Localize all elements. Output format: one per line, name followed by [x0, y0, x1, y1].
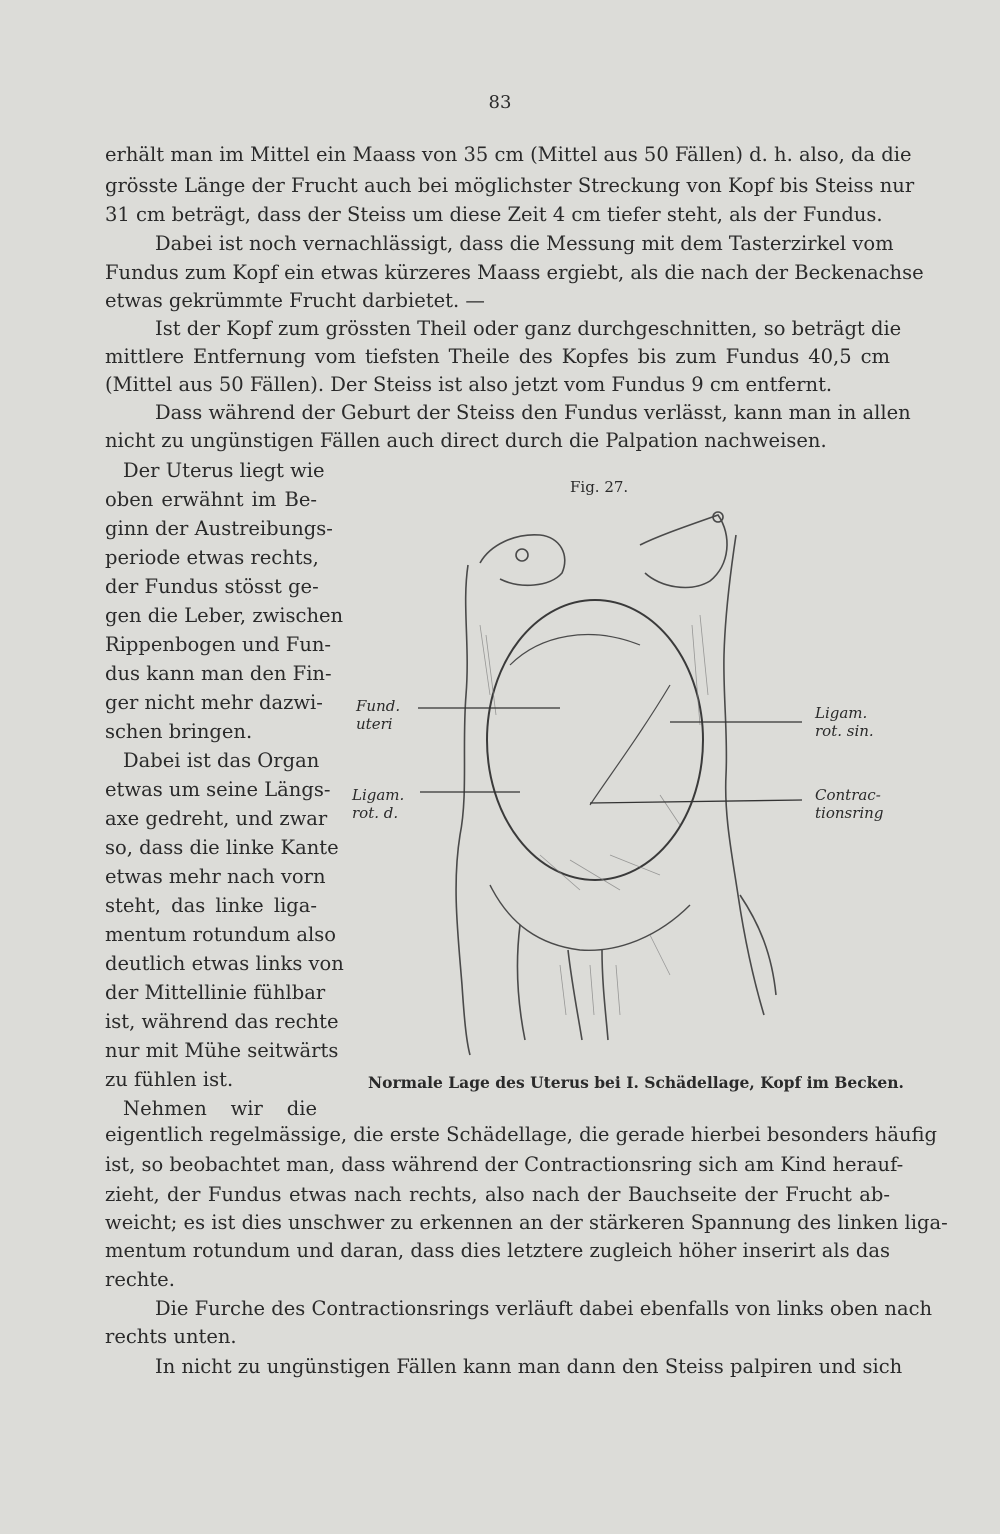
text-line: Fundus zum Kopf ein etwas kürzeres Maass ergiebt, als die nach der Beckenachse [105, 261, 924, 284]
text-line: (Mittel aus 50 Fällen). Der Steiss ist also jetzt vom Fundus 9 cm entfernt. [105, 373, 833, 396]
left-column-line: axe gedreht, und zwar [105, 807, 328, 830]
left-column-line: deutlich etwas links von [105, 952, 344, 975]
text-line: Dabei ist noch vernachlässigt, dass die Messung mit dem Tasterzirkel vom [155, 232, 894, 255]
annotation-line: Ligam. [352, 786, 405, 804]
left-column-line: gen die Leber, zwischen [105, 604, 344, 627]
left-column-line: Der Uterus liegt wie [123, 459, 325, 482]
left-column-line: so, dass die linke Kante [105, 836, 339, 859]
annotation-fund-uteri [356, 697, 400, 733]
text-line: eigentlich regelmässige, die erste Schädellage, die gerade hierbei besonders häufig [105, 1123, 938, 1146]
text-line: etwas gekrümmte Frucht darbietet. — [105, 289, 485, 312]
left-column-line: ger nicht mehr dazwi- [105, 691, 323, 714]
text-line: mentum rotundum und daran, dass dies letztere zugleich höher inserirt als das [105, 1239, 890, 1262]
text-line: zieht, der Fundus etwas nach rechts, also nach der Bauchseite der Frucht ab- [105, 1183, 890, 1206]
figure-caption: Normale Lage des Uterus bei I. Schädellage, Kopf im Becken. [368, 1073, 904, 1092]
text-line: weicht; es ist dies unschwer zu erkennen an der stärkeren Spannung des linken liga- [105, 1211, 948, 1234]
text-line: Die Furche des Contractionsrings verläuft dabei ebenfalls von links oben nach [155, 1297, 933, 1320]
text-line: erhält man im Mittel ein Maass von 35 cm (Mittel aus 50 Fällen) d. h. also, da die [105, 143, 912, 166]
text-line: nicht zu ungünstigen Fällen auch direct durch die Palpation nachweisen. [105, 429, 827, 452]
left-column-line: der Mittellinie fühlbar [105, 981, 326, 1004]
text-line: In nicht zu ungünstigen Fällen kann man dann den Steiss palpiren und sich [155, 1355, 903, 1378]
left-column-line: Nehmen wir die [123, 1097, 317, 1120]
annotation-line: Contrac- [815, 786, 881, 804]
annotation-line: uteri [356, 715, 393, 733]
left-column-line: periode etwas rechts, [105, 546, 319, 569]
page-number: 83 [488, 92, 512, 113]
torso-illustration [340, 495, 900, 1065]
text-line: mittlere Entfernung vom tiefsten Theile des Kopfes bis zum Fundus 40,5 cm [105, 345, 890, 368]
annotation-line: rot. sin. [815, 722, 874, 740]
annotation-line: tionsring [815, 804, 884, 822]
text-line: Ist der Kopf zum grössten Theil oder ganz durchgeschnitten, so beträgt die [155, 317, 902, 340]
text-line: grösste Länge der Frucht auch bei möglichster Streckung von Kopf bis Steiss nur [105, 174, 915, 197]
figure-label: Fig. 27. [570, 478, 629, 496]
left-column-line: ist, während das rechte [105, 1010, 339, 1033]
left-column-line: Dabei ist das Organ [123, 749, 320, 772]
annotation-ligam-rot-d [352, 786, 404, 822]
left-column-line: steht, das linke liga- [105, 894, 317, 917]
text-line: ist, so beobachtet man, dass während der Contractionsring sich am Kind herauf- [105, 1153, 904, 1176]
text-line: rechte. [105, 1268, 175, 1291]
left-column-line: ginn der Austreibungs- [105, 517, 333, 540]
annotation-line: Fund. [356, 697, 401, 715]
left-column-line: oben erwähnt im Be- [105, 488, 317, 511]
left-column-line: zu fühlen ist. [105, 1068, 234, 1091]
annotation-contractionsring [815, 786, 883, 822]
left-column-line: dus kann man den Fin- [105, 662, 332, 685]
left-column-line: der Fundus stösst ge- [105, 575, 319, 598]
left-column-line: mentum rotundum also [105, 923, 337, 946]
left-column-line: nur mit Mühe seitwärts [105, 1039, 339, 1062]
left-column-line: etwas um seine Längs- [105, 778, 331, 801]
text-line: rechts unten. [105, 1325, 237, 1348]
text-line: Dass während der Geburt der Steiss den Fundus verlässt, kann man in allen [155, 401, 911, 424]
left-column-line: Rippenbogen und Fun- [105, 633, 332, 656]
annotation-line: Ligam. [815, 704, 868, 722]
annotation-line: rot. d. [352, 804, 399, 822]
left-column-line: schen bringen. [105, 720, 253, 743]
text-line: 31 cm beträgt, dass der Steiss um diese Zeit 4 cm tiefer steht, als der Fundus. [105, 203, 883, 226]
annotation-ligam-rot-sin [815, 704, 874, 740]
left-column-line: etwas mehr nach vorn [105, 865, 326, 888]
